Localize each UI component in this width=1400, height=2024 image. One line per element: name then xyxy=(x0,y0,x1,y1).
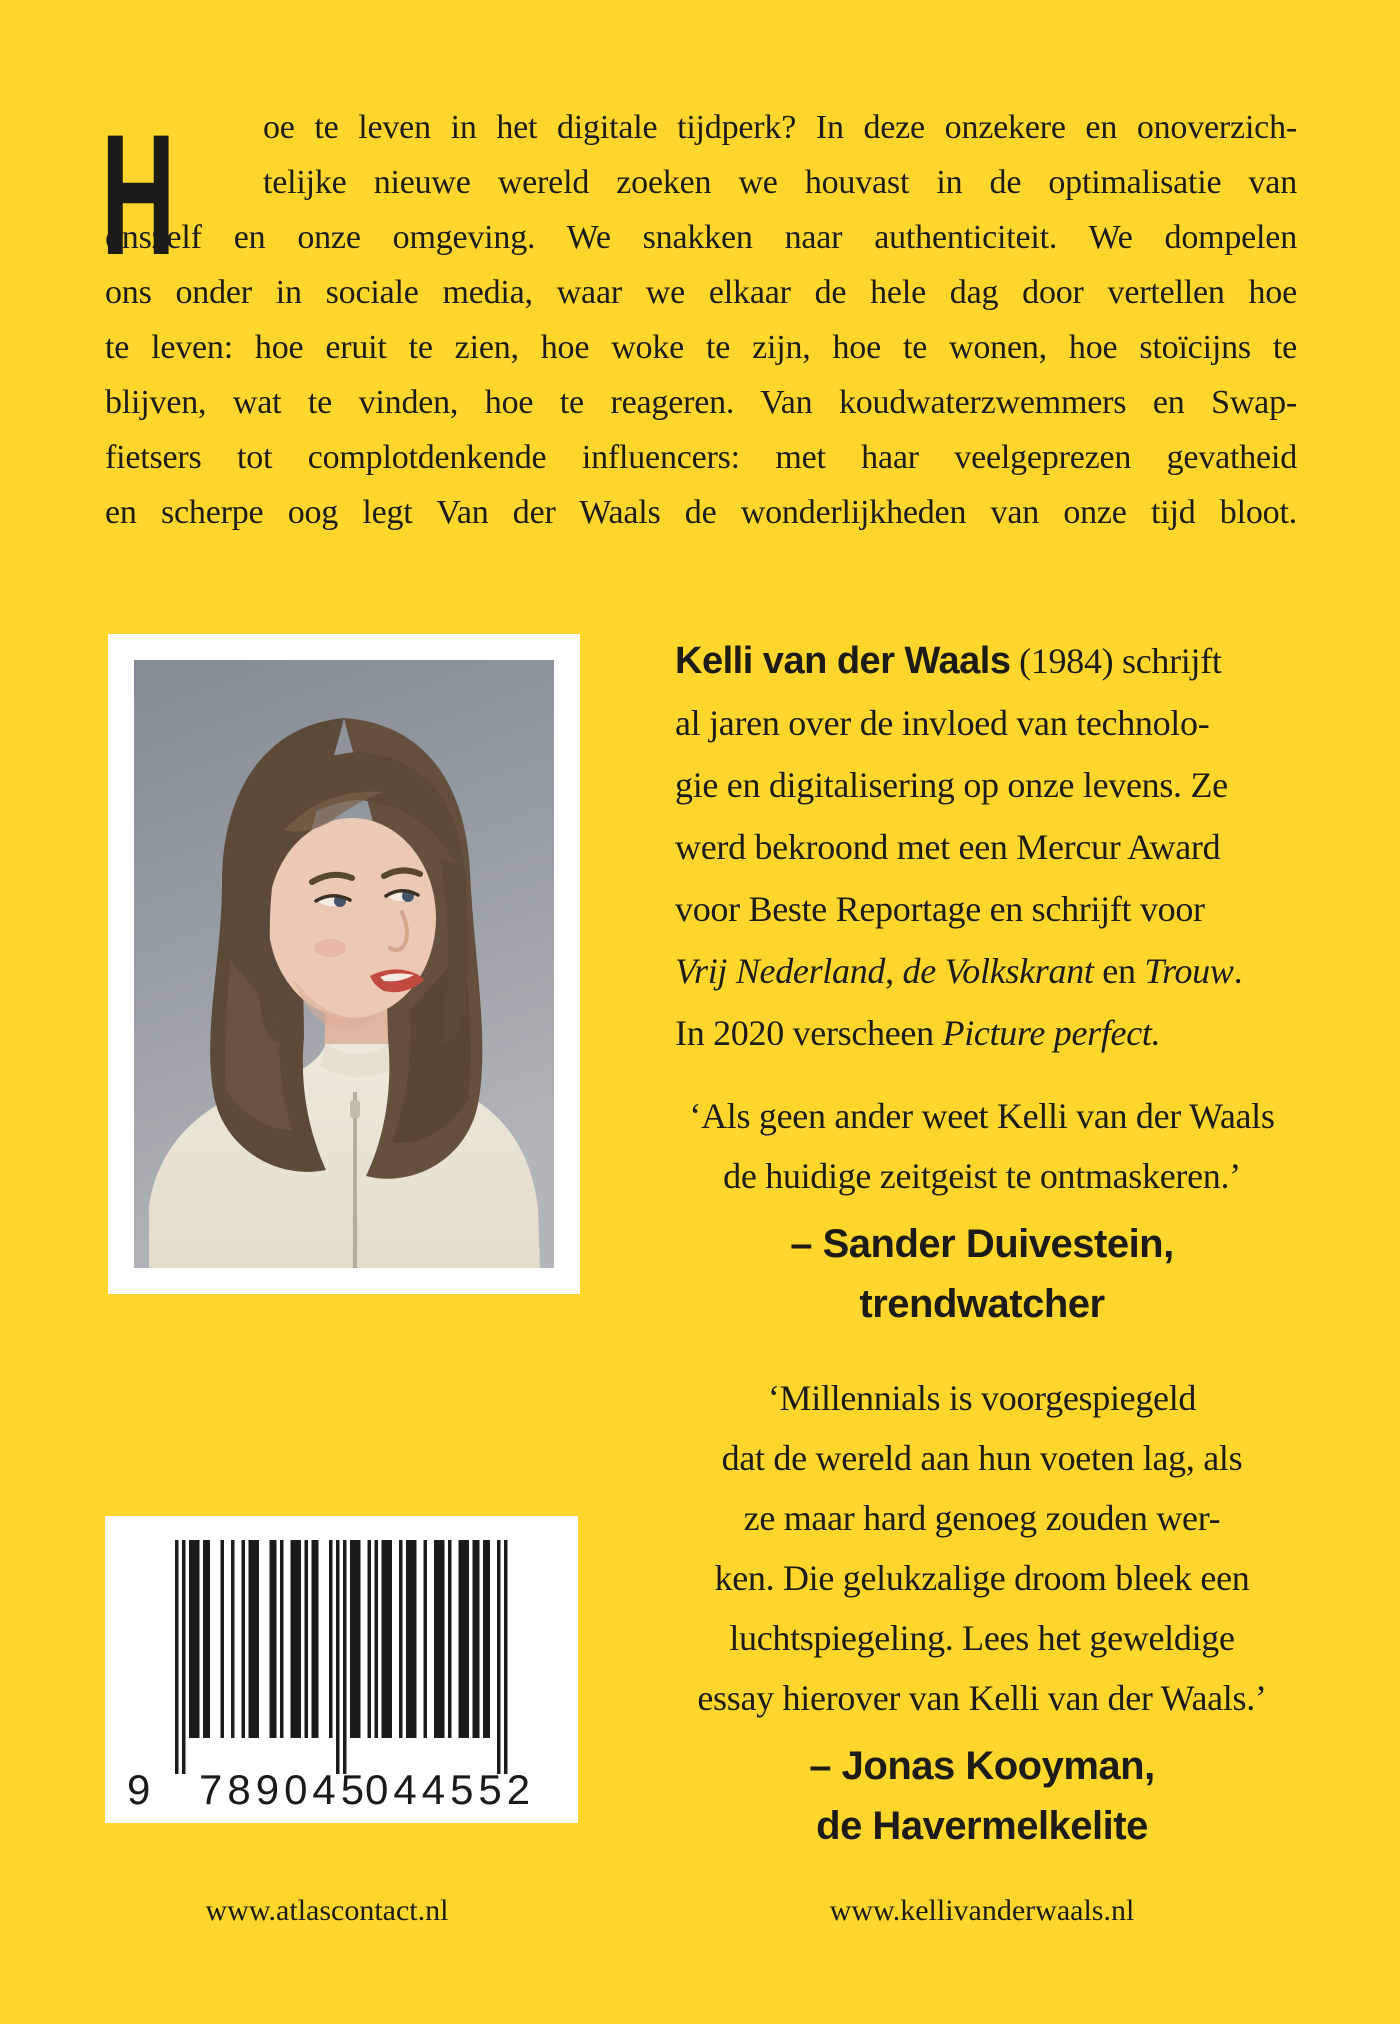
quote-line: luchtspiegeling. Lees het geweldige xyxy=(729,1618,1235,1658)
bio-line: al jaren over de invloed van technolo- xyxy=(675,703,1210,743)
publisher-url: www.atlascontact.nl xyxy=(205,1894,449,1927)
bio-line: werd bekroond met een Mercur Award xyxy=(675,827,1221,867)
quote-line: ze maar hard genoeg zouden wer- xyxy=(743,1498,1221,1538)
blurb-line: oe te leven in het digitale tijdperk? In deze onzekere en onoverzich- xyxy=(263,109,1297,146)
author-photo xyxy=(134,660,554,1268)
barcode-digit-group: 044552 xyxy=(365,1766,536,1813)
quote-jonas-kooyman xyxy=(620,1368,1344,1728)
quote-line: ‘Als geen ander weet Kelli van der Waals xyxy=(689,1096,1275,1136)
barcode-panel xyxy=(105,1516,578,1823)
author-bio xyxy=(675,630,1330,1064)
author-portrait-illustration xyxy=(134,660,554,1268)
magazine-title: Trouw xyxy=(1144,951,1234,991)
quote-sander-duivestein xyxy=(620,1086,1344,1206)
author-url: www.kellivanderwaals.nl xyxy=(829,1894,1135,1927)
bio-line: In 2020 verscheen Picture perfect. xyxy=(675,1013,1161,1053)
blurb-line: en scherpe oog legt Van der Waals de wonderlijkheden van onze tijd bloot. xyxy=(105,494,1297,531)
bio-line xyxy=(675,630,1330,692)
attribution-role: de Havermelkelite xyxy=(816,1804,1148,1848)
bio-line: gie en digitalisering op onze levens. Ze xyxy=(675,765,1228,805)
quote-line: essay hierover van Kelli van der Waals.’ xyxy=(697,1678,1267,1718)
blurb-line: telijke nieuwe wereld zoeken we houvast in de optimalisatie van xyxy=(263,164,1297,201)
ean13-barcode xyxy=(105,1540,578,1780)
attribution-role: trendwatcher xyxy=(859,1282,1105,1326)
bio-line1-rest: (1984) schrijft xyxy=(1010,641,1222,681)
quote-line: de huidige zeitgeist te ontmaskeren.’ xyxy=(723,1156,1241,1196)
blurb-line: ons onder in sociale media, waar we elkaar de hele dag door vertellen hoe xyxy=(105,274,1297,311)
drop-cap-h: H xyxy=(101,99,176,291)
magazine-title: de Volkskrant xyxy=(902,951,1094,991)
quote-line: ‘Millennials is voorgespiegeld xyxy=(767,1378,1197,1418)
quote-line: dat de wereld aan hun voeten lag, als xyxy=(721,1438,1243,1478)
bio-line: voor Beste Reportage en schrijft voor xyxy=(675,889,1205,929)
blurb-line: blijven, wat te vinden, hoe te reageren. Van koudwaterzwemmers en Swap- xyxy=(105,384,1297,421)
blurb-line: onszelf en onze omgeving. We snakken naar authenticiteit. We dompelen xyxy=(105,219,1297,256)
magazine-title: Vrij Nederland xyxy=(675,951,886,991)
blurb-paragraph xyxy=(101,99,1297,540)
author-name: Kelli van der Waals xyxy=(675,640,1011,682)
quote-line: ken. Die gelukzalige droom bleek een xyxy=(714,1558,1250,1598)
attribution-name: – Jonas Kooyman, xyxy=(809,1744,1155,1788)
blurb-line: te leven: hoe eruit te zien, hoe woke te zijn, hoe te wonen, hoe stoïcijns te xyxy=(105,329,1297,366)
barcode-digit-group: 9 xyxy=(127,1766,151,1813)
attribution-name: – Sander Duivestein, xyxy=(790,1222,1174,1266)
book-title: Picture perfect. xyxy=(942,1013,1161,1053)
blurb-line: fietsers tot complotdenkende influencers: met haar veelgeprezen gevatheid xyxy=(105,439,1297,476)
author-photo-frame xyxy=(108,634,580,1294)
quote-attribution-jonas xyxy=(620,1736,1344,1856)
quote-attribution-sander xyxy=(620,1214,1344,1334)
barcode-digit-group: 789045 xyxy=(199,1766,370,1813)
bio-line: Vrij Nederland, de Volkskrant en Trouw. xyxy=(675,951,1243,991)
